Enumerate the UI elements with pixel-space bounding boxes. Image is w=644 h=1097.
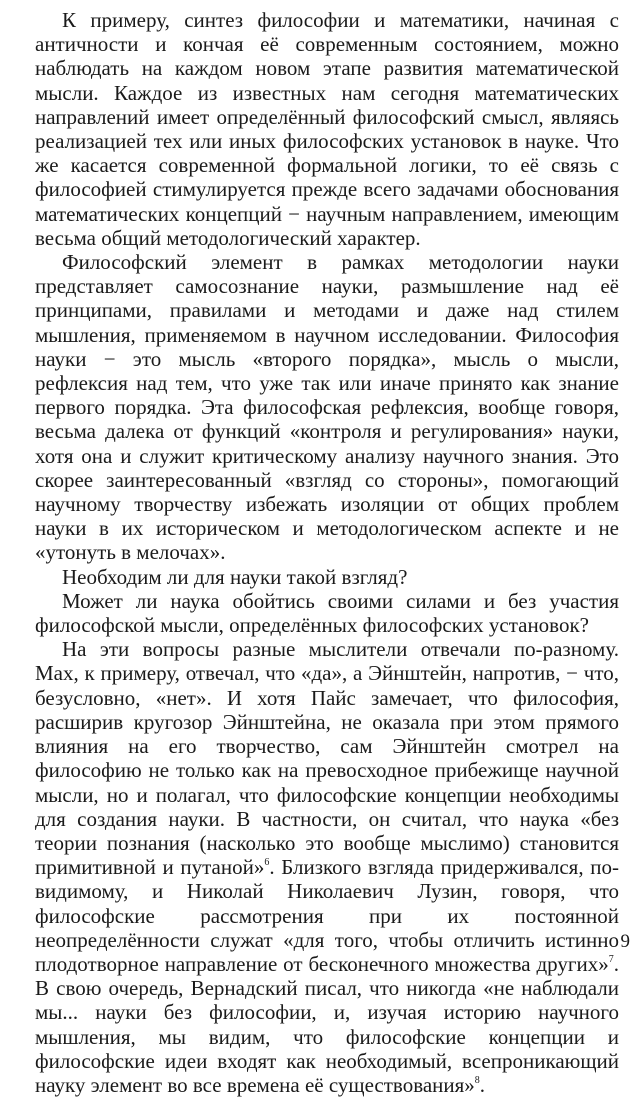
footnote-ref: 6 [264, 857, 270, 869]
footnote-ref: 8 [474, 1074, 480, 1086]
paragraph-answers [35, 637, 619, 1097]
text-segment: . [479, 1072, 486, 1097]
text-segment: . Близкого взгляда придерживался, по-видимому, и Николай Николаевич Лузин, говоря, что философские рассмотрения при их постоянной неопределённости служат «для того, чтобы отличить истинно плодотворное направление от бесконечного множества других» [35, 855, 619, 976]
page-number: 9 [620, 931, 630, 952]
text-segment: . В свою очередь, Вернадский писал, что никогда «не наблюдали мы... науки без философии, и, изучая историю научного мышления, мы видим, что философские концепции и философские идеи входят как необходимый, всепроникающий науку элемент во все времена её существования» [35, 951, 619, 1097]
text-segment: На эти вопросы разные мыслители отвечали по-разному. Мах, к примеру, отвечал, что «да», а Эйнштейн, напротив, − что, безусловно, «нет». И хотя Пайс замечает, что философия, расширив кругозор Эйнштейна, не оказала при этом прямого влияния на его творчество, сам Эйнштейн смотрел на философию не только как на превосходное прибежище научной мысли, но и полагал, что философские концепции необходимы для создания науки. В частности, он считал, что наука «без теории познания (насколько это вообще мыслимо) становится примитивной и путаной» [35, 637, 619, 880]
paragraph-question-2: Может ли наука обойтись своими силами и без участия философской мысли, определённых философских установок? [35, 588, 619, 638]
footnote-ref: 7 [608, 953, 614, 965]
paragraph-philosophical-element: Философский элемент в рамках методологии науки представляет самосознание науки, размышление над её принципами, правилами и методами и даже над стилем мышления, применяемом в научном исследовании. Философия науки − это мысль «второго порядка», мысль о мысли, рефлексия над тем, что уже так или иначе принято как знание первого порядка. Эта философская рефлексия, вообще говоря, весьма далека от функций «контроля и регулирования» науки, хотя она и служит критическому анализу научного знания. Это скорее заинтересованный «взгляд со стороны», помогающий научному творчеству избежать изоляции от общих проблем науки в их историческом и методологическом аспекте и не «утонуть в мелочах». [35, 250, 619, 565]
paragraph-question-1: Необходим ли для науки такой взгляд? [62, 564, 408, 589]
paragraph-synthesis: К примеру, синтез философии и математики, начиная с античности и кончая её современным состоянием, можно наблюдать на каждом новом этапе развития математической мысли. Каждое из известных нам сегодня математических направлений имеет определённый философский смысл, являясь реализацией тех или иных философских установок в науке. Что же касается современной формальной логики, то её связь с философией стимулируется прежде всего задачами обоснования математических концепций − научным направлением, имеющим весьма общий методологический характер. [35, 8, 619, 250]
page-body [35, 8, 619, 1097]
